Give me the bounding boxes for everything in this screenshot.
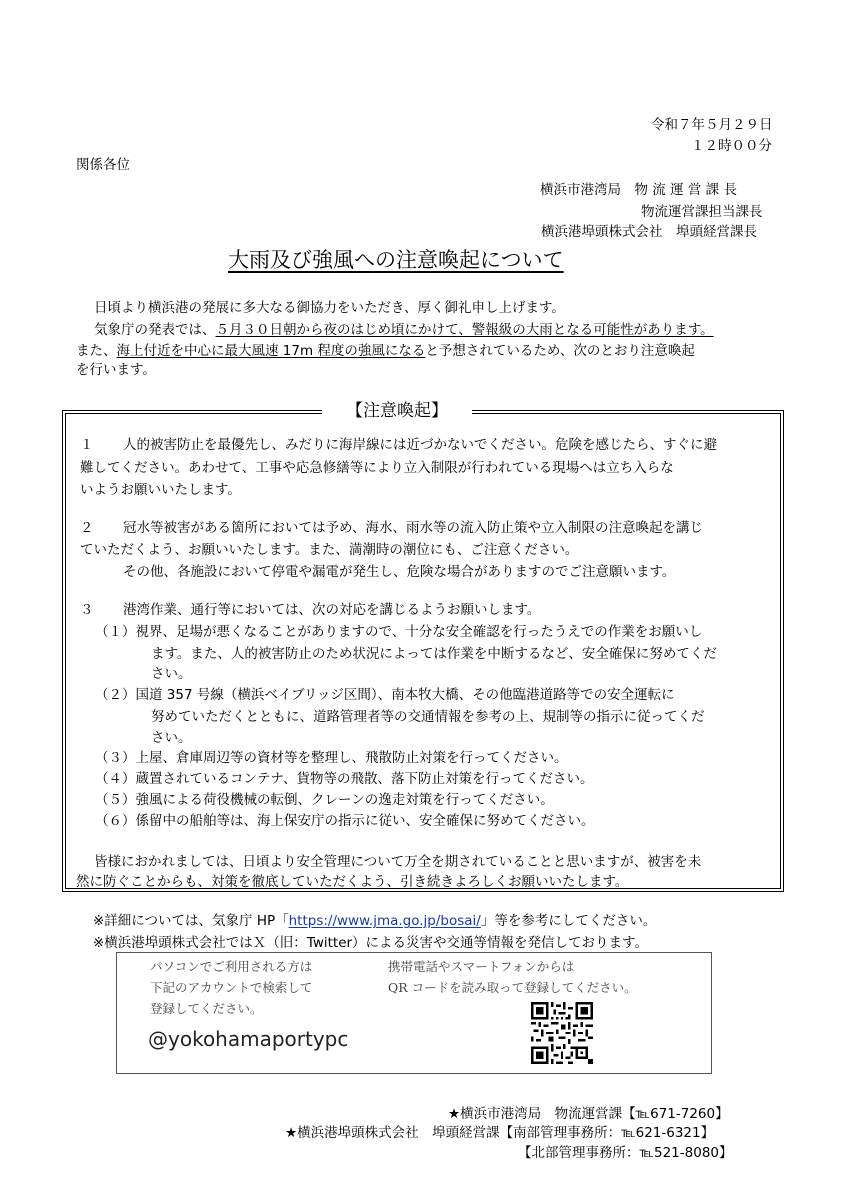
item-1-line-2: 難してください。あわせて、工事や応急修繕等により立入制限が行われている現場へは立ち入らな: [80, 460, 674, 476]
mobile-instruction-2: QR コードを読み取って登録してください。: [388, 980, 637, 995]
item-3-number: ３: [80, 602, 94, 618]
pc-instruction-3: 登録してください。: [150, 1001, 263, 1016]
intro-line-3: [76, 339, 695, 359]
notice-heading: 【注意喚起】: [322, 396, 472, 421]
intro-line-3-underlined: 海上付近を中心に最大風速 17m 程度の強風になる: [116, 343, 426, 359]
subitem-3: （３）上屋、倉庫周辺等の資材等を整理し、飛散防止対策を行ってください。: [95, 750, 568, 766]
intro-line-2: [94, 318, 714, 338]
subitem-1-line-1: （１）視界、足場が悪くなることがありますので、十分な安全確認を行ったうえでの作業をお願いし: [95, 624, 703, 640]
qr-code-icon: [531, 1002, 593, 1064]
subitem-5: （５）強風による荷役機械の転倒、クレーンの逸走対策を行ってください。: [95, 792, 554, 808]
pc-instruction-2: 下記のアカウントで検索して: [150, 980, 313, 995]
subitem-1-line-3: さい。: [151, 666, 192, 682]
note-1-tail: 」等を参考にしてください。: [480, 913, 657, 929]
item-2-line-3: その他、各施設において停電や漏電が発生し、危険な場合がありますのでご注意願います。: [123, 564, 676, 580]
sender-line-3: 横浜港埠頭株式会社 埠頭経営課長: [541, 224, 757, 240]
closing-line-2: 然に防ぐことからも、対策を徹底していただくよう、引き続きよろしくお願いいたします。: [76, 874, 629, 890]
note-1: [93, 909, 656, 929]
sender-line-1: 横浜市港湾局 物 流 運 営 課 長: [540, 182, 737, 198]
intro-line-1: 日頃より横浜港の発展に多大なる御協力をいただき、厚く御礼申し上げます。: [94, 300, 565, 316]
subitem-1-line-2: ます。また、人的被害防止のため状況によっては作業を中断するなど、安全確保に努めてくだ: [151, 646, 717, 662]
subitem-4: （４）蔵置されているコンテナ、貨物等の飛散、落下防止対策を行ってください。: [95, 771, 594, 787]
item-1-number: １: [80, 437, 94, 453]
item-2-line-1: 冠水等被害がある箇所においては予め、海水、雨水等の流入防止策や立入制限の注意喚起を講じ: [123, 520, 703, 536]
pc-instruction-1: パソコンでご利用される方は: [150, 959, 313, 974]
intro-line-3-tail: と予想されているため、次のとおり注意喚起: [425, 343, 695, 359]
intro-line-2-underlined: ５月３０日朝から夜のはじめ頃にかけて、警報級の大雨となる可能性があります。: [215, 322, 714, 338]
intro-line-3-text: また、: [76, 343, 117, 359]
mobile-instruction-1: 携帯電話やスマートフォンからは: [388, 959, 575, 974]
item-2-number: ２: [80, 520, 94, 536]
contact-1: ★横浜市港湾局 物流運営課【℡671-7260】: [448, 1106, 729, 1122]
subitem-2-line-3: さい。: [151, 730, 192, 746]
item-1-line-1: 人的被害防止を最優先し、みだりに海岸線には近づかないでください。危険を感じたら、すぐに避: [123, 437, 717, 453]
note-1-text: ※詳細については、気象庁 HP「: [93, 913, 289, 929]
contact-2: ★横浜港埠頭株式会社 埠頭経営課【南部管理事務所：℡621-6321】: [285, 1125, 715, 1141]
jma-link[interactable]: https://www.jma.go.jp/bosai/: [288, 913, 481, 929]
addressee: 関係各位: [76, 157, 130, 173]
item-3-line-1: 港湾作業、通行等においては、次の対応を講じるようお願いします。: [123, 602, 541, 618]
subitem-2-line-2: 努めていただくとともに、道路管理者等の交通情報を参考の上、規制等の指示に従ってくだ: [151, 709, 705, 725]
contact-3: 【北部管理事務所：℡521-8080】: [518, 1145, 733, 1161]
page-title: 大雨及び強風への注意喚起について: [228, 248, 564, 272]
subitem-6: （６）係留中の船舶等は、海上保安庁の指示に従い、安全確保に努めてください。: [95, 813, 595, 829]
item-1-line-3: いようお願いいたします。: [80, 482, 241, 498]
time: １２時００分: [691, 138, 772, 154]
closing-line-1: 皆様におかれましては、日頃より安全管理について万全を期されていることと思いますが、被害を未: [94, 854, 702, 870]
intro-line-4: を行います。: [76, 362, 156, 378]
item-2-line-2: ていただくよう、お願いいたします。また、満潮時の潮位にも、ご注意ください。: [80, 542, 579, 558]
date: 令和７年５月２９日: [651, 117, 773, 133]
x-account-name: @yokohamaportypc: [148, 1027, 349, 1051]
note-2: ※横浜港埠頭株式会社ではＸ（旧：Twitter）による災害や交通等情報を発信しております。: [93, 935, 648, 951]
intro-line-2-text: 気象庁の発表では、: [94, 322, 216, 338]
subitem-2-line-1: （２）国道 357 号線（横浜ベイブリッジ区間）、南本牧大橋、その他臨港道路等での安全運転に: [95, 687, 675, 703]
sender-line-2: 物流運営課担当課長: [641, 204, 763, 220]
